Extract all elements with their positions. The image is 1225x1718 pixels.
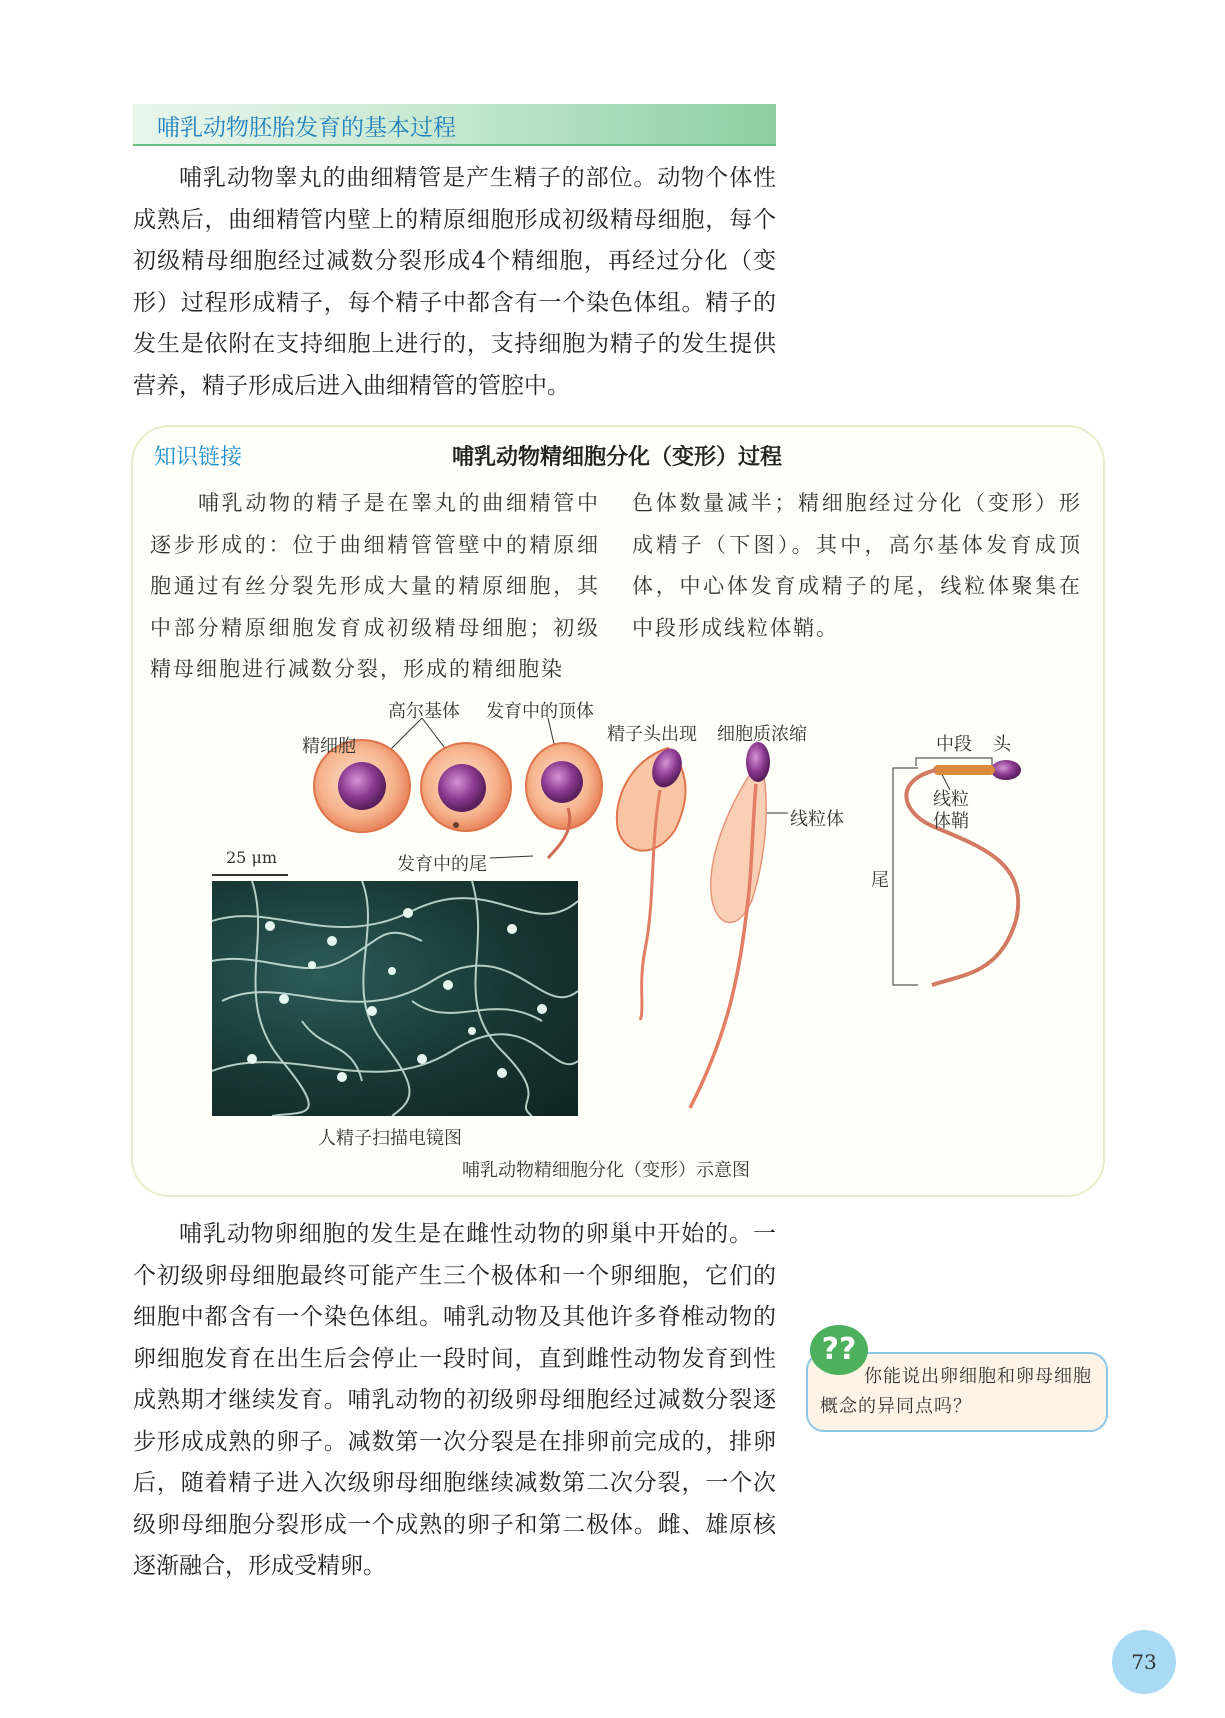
section-title: 哺乳动物胚胎发育的基本过程	[157, 115, 456, 141]
knowledge-link-tag: 知识链接	[154, 445, 243, 470]
label-mito-sheath-1: 线粒	[933, 789, 969, 810]
label-head-appears: 精子头出现	[607, 724, 697, 745]
label-developing-tail: 发育中的尾	[397, 854, 487, 875]
stage-cytoplasm-condenses	[690, 742, 770, 1108]
page-number: 73	[1112, 1630, 1176, 1694]
label-tail: 尾	[871, 870, 889, 891]
scale-label: 25 μm	[226, 848, 278, 867]
label-midpiece: 中段	[936, 734, 972, 755]
knowledge-link-title: 哺乳动物精细胞分化（变形）过程	[452, 445, 783, 470]
label-mito-sheath-2: 体鞘	[933, 811, 969, 832]
label-mitochondria: 线粒体	[790, 809, 844, 830]
paragraph-1: 哺乳动物睾丸的曲细精管是产生精子的部位。动物个体性成熟后，曲细精管内壁上的精原细胞形成初级精母细胞，每个初级精母细胞经过减数分裂形成4个精细胞，再经过分化（变形）过程形成精子，每个精子中都含有一个染色体组。精子的发生是依附在支持细胞上进行的，支持细胞为精子的发生提供营养，精子形成后进入曲细精管的管腔中。	[133, 165, 776, 399]
question-icon: ??	[810, 1325, 868, 1375]
label-developing-acrosome: 发育中的顶体	[486, 701, 594, 722]
sem-micrograph	[212, 881, 578, 1116]
knowledge-link-left-column: 哺乳动物的精子是在睾丸的曲细精管中逐步形成的：位于曲细精管管壁中的精原细胞通过有丝分裂先形成大量的精原细胞，其中部分精原细胞发育成初级精母细胞；初级精母细胞进行减数分裂，形成的精细胞染	[150, 491, 600, 681]
micrograph-caption: 人精子扫描电镜图	[318, 1128, 462, 1149]
label-spermatid: 精细胞	[302, 736, 356, 757]
paragraph-2: 哺乳动物卵细胞的发生是在雌性动物的卵巢中开始的。一个初级卵母细胞最终可能产生三个极体和一个卵细胞，它们的细胞中都含有一个染色体组。哺乳动物及其他许多脊椎动物的卵细胞发育在出生后会停止一段时间，直到雌性动物发育到性成熟期才继续发育。哺乳动物的初级卵母细胞经过减数分裂逐步形成成熟的卵子。减数第一次分裂是在排卵前完成的，排卵后，随着精子进入次级卵母细胞继续减数第二次分裂，一个次级卵母细胞分裂形成一个成熟的卵子和第二极体。雌、雄原核逐渐融合，形成受精卵。	[133, 1221, 776, 1579]
knowledge-link-right-column: 色体数量减半；精细胞经过分化（变形）形成精子（下图）。其中，高尔基体发育成顶体，中心体发育成精子的尾，线粒体聚集在中段形成线粒体鞘。	[632, 491, 1082, 640]
scale-bar	[212, 874, 288, 876]
question-text: 你能说出卵细胞和卵母细胞概念的异同点吗？	[820, 1366, 1092, 1417]
stage-acrosome	[526, 743, 602, 858]
stage-golgi	[421, 743, 511, 831]
stage-head-appears	[617, 744, 687, 1020]
label-cytoplasm-condenses: 细胞质浓缩	[717, 724, 807, 745]
label-head: 头	[993, 734, 1011, 755]
figure-caption: 哺乳动物精细胞分化（变形）示意图	[462, 1160, 750, 1181]
label-golgi: 高尔基体	[388, 701, 460, 722]
